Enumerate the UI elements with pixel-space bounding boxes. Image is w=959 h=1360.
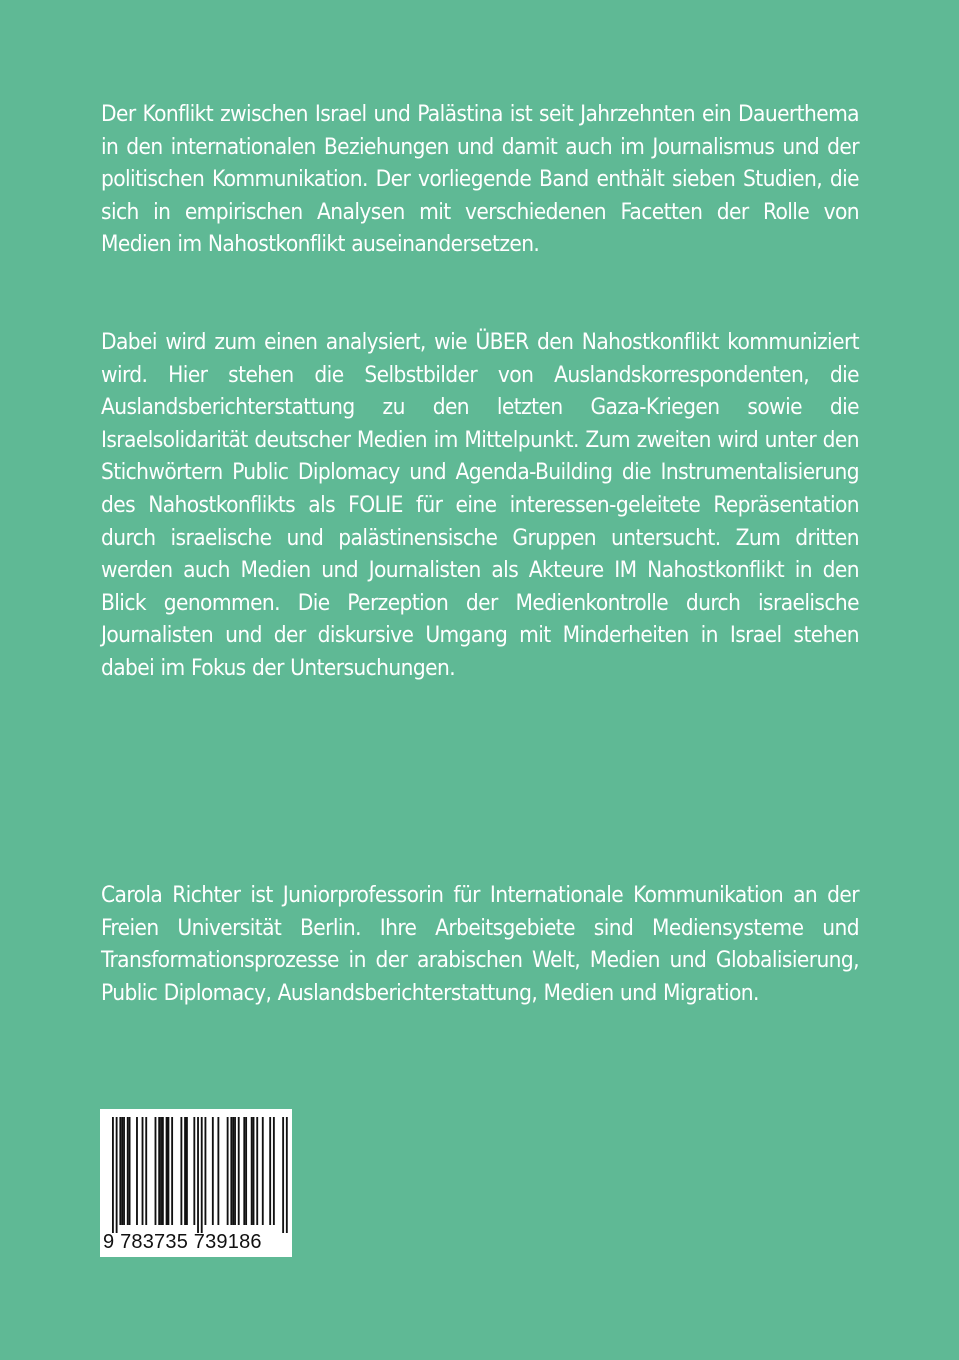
barcode-bar (180, 1117, 182, 1225)
barcode-bar (227, 1117, 229, 1225)
barcode-bar (123, 1117, 125, 1225)
barcode-bar (119, 1117, 121, 1225)
barcode-bar (127, 1117, 129, 1225)
barcode-bar (273, 1117, 275, 1225)
barcode-bar (201, 1117, 203, 1233)
barcode-bar (129, 1117, 131, 1225)
isbn-barcode (100, 1109, 292, 1257)
barcode-bar (286, 1117, 288, 1233)
barcode-bar (168, 1117, 170, 1225)
author-bio-paragraph: Carola Richter ist Juniorprofessorin für Internationale Kommunikation an der Freien Universität Berlin. Ihre Arbeitsgebiete sind Mediensysteme und Transformationsprozesse in der arabischen Welt, Medien und Globalisierung, Public Diplomacy, Auslandsberichterstattung, Medien und Migration. (101, 882, 859, 1006)
barcode-bar (116, 1117, 118, 1233)
barcode-bar (121, 1117, 123, 1225)
body-paragraph: Dabei wird zum einen analysiert, wie ÜBER den Nahostkonflikt kommuniziert wird. Hier stehen die Selbstbilder von Auslandskorrespondenten, die Auslandsberichterstattung zu den letzten Gaza-Kriegen sowie die Israelsolidarität deutscher Medien im Mittelpunkt. Zum zweiten wird unter den Stichwörtern Public Diplomacy und Agenda-Building die Instrumentalisierung des Nahostkonflikts als FOLIE für eine interessen-geleitete Repräsentation durch israelische und palästinensische Gruppen untersucht. Zum dritten werden auch Medien und Journalisten als Akteure IM Nahostkonflikt in den Blick genommen. Die Perzeption der Medienkontrolle durch israelische Journalisten und der diskursive Umgang mit Minderheiten in Israel stehen dabei im Fokus der Untersuchungen. (101, 329, 859, 681)
barcode-bar (245, 1117, 247, 1225)
barcode-bar (232, 1117, 234, 1225)
barcode-bar (251, 1117, 253, 1225)
barcode-bar (262, 1117, 264, 1225)
barcode-bar (256, 1117, 258, 1225)
barcode-bar (197, 1117, 199, 1233)
barcode-bar (212, 1117, 214, 1225)
intro-paragraph: Der Konflikt zwischen Israel und Palästina ist seit Jahrzehnten ein Dauerthema in den internationalen Beziehungen und damit auch im Journalismus und der politischen Kommunikation. Der vorliegende Band enthält sieben Studien, die sich in empirischen Analysen mit verschiedenen Facetten der Rolle von Medien im Nahostkonflikt auseinandersetzen. (101, 101, 859, 258)
barcode-bar (282, 1117, 284, 1233)
barcode-bar (230, 1117, 232, 1225)
barcode-bar (166, 1117, 168, 1225)
barcode-bar (234, 1117, 236, 1225)
barcode-bar (193, 1117, 195, 1225)
barcode-bar (162, 1117, 164, 1225)
barcode-bar (186, 1117, 188, 1225)
barcode-bar (253, 1117, 255, 1225)
barcode-bar (145, 1117, 147, 1225)
barcode-bar (243, 1117, 245, 1225)
barcode-bar (269, 1117, 271, 1225)
barcode-number: 9 783735 739186 (103, 1231, 262, 1253)
barcode-bar (142, 1117, 144, 1225)
barcode-bar (205, 1117, 207, 1225)
barcode-bar (158, 1117, 160, 1225)
barcode-bar (171, 1117, 173, 1225)
barcode-bar (184, 1117, 186, 1225)
barcode-bar (155, 1117, 157, 1225)
barcode-bar (238, 1117, 240, 1225)
barcode-bar (217, 1117, 219, 1225)
barcode-bar (112, 1117, 114, 1233)
barcode-bar (160, 1117, 162, 1225)
barcode-bar (136, 1117, 138, 1225)
